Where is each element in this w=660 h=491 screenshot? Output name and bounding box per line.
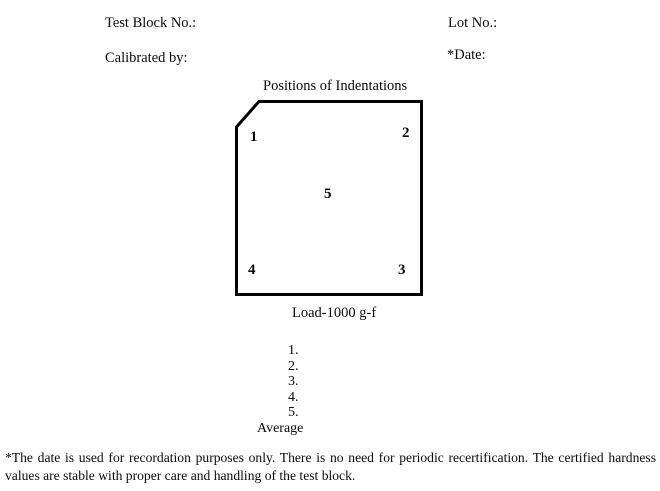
test-block-no-label: Test Block No.: [105, 15, 197, 31]
readings-list [288, 343, 299, 421]
date-label: *Date: [447, 47, 486, 63]
lot-no-label: Lot No.: [448, 15, 498, 31]
indent-position-1: 1 [250, 129, 258, 145]
indent-position-2: 2 [402, 125, 410, 141]
indent-position-4: 4 [248, 262, 256, 278]
indent-position-3: 3 [398, 262, 406, 278]
reading-row-1: 1. [288, 343, 299, 358]
footnote: *The date is used for recordation purposes only. There is no need for periodic recertification. The certified hardness values are stable with proper care and handling of the test block. [5, 450, 656, 483]
average-label: Average [257, 421, 304, 436]
calibrated-by-label: Calibrated by: [105, 50, 188, 66]
load-label: Load-1000 g-f [292, 305, 377, 321]
reading-row-4: 4. [288, 389, 299, 405]
indent-position-5: 5 [324, 186, 332, 202]
reading-row-5: 5. [288, 405, 299, 421]
reading-row-2: 2. [288, 358, 299, 374]
diagram-title: Positions of Indentations [263, 78, 408, 94]
reading-row-3: 3. [288, 374, 299, 390]
